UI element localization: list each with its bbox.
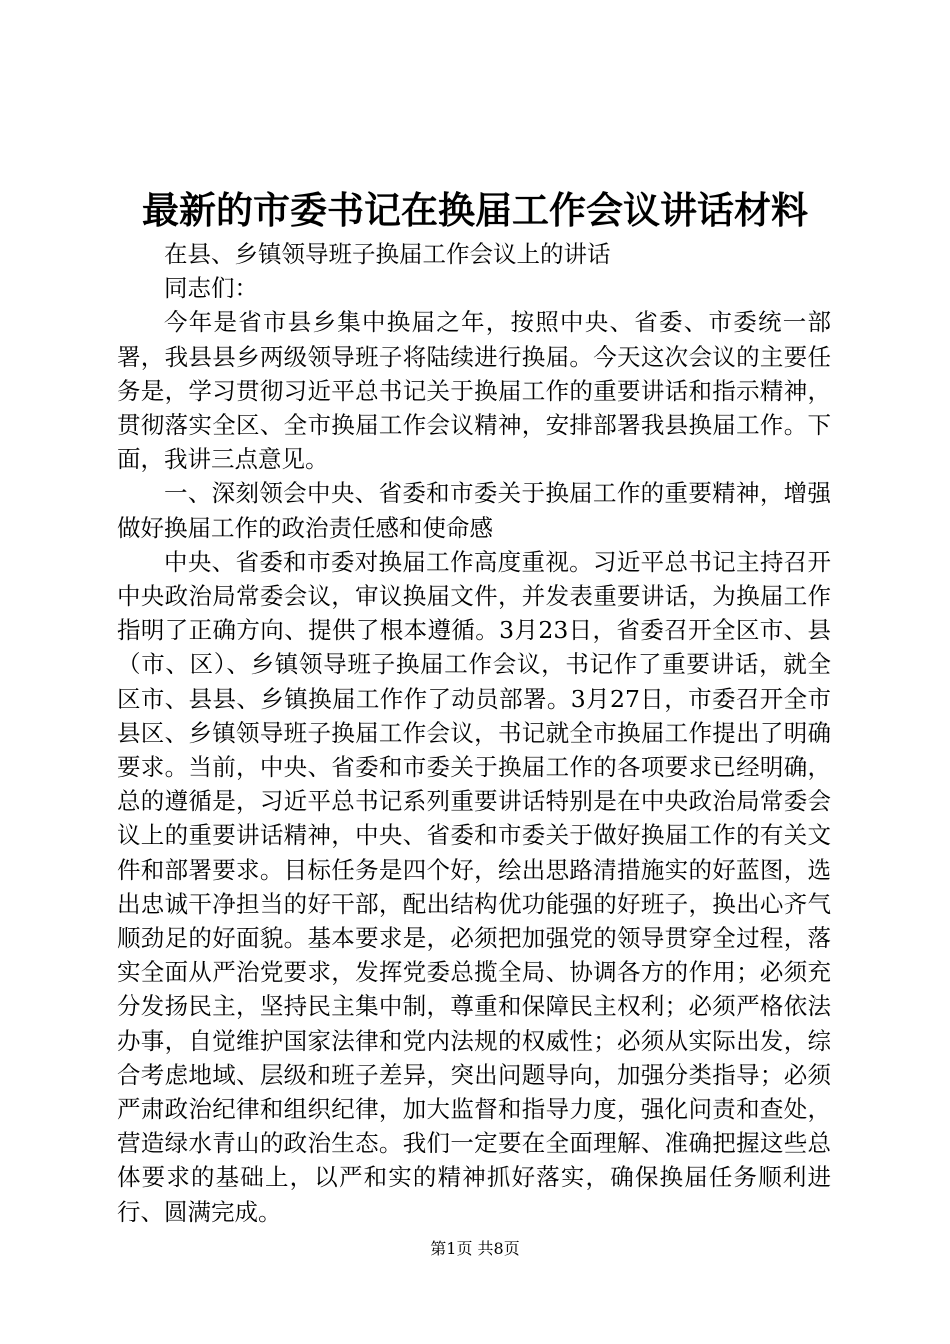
paragraph-salutation: 同志们： [164,274,258,303]
document-body [117,237,831,1229]
paragraph-heading-one: 一、深刻领会中央、省委和市委关于换届工作的重要精神，增强做好换届工作的政治责任感和使命感 [117,479,831,542]
paragraph-intro: 今年是省市县乡集中换届之年，按照中央、省委、市委统一部署，我县县乡两级领导班子将陆续进行换届。今天这次会议的主要任务是，学习贯彻习近平总书记关于换届工作的重要讲话和指示精神，贯彻落实全区、全市换届工作会议精神，安排部署我县换届工作。下面，我讲三点意见。 [117,308,831,474]
document-title: 最新的市委书记在换届工作会议讲话材料 [142,188,808,232]
paragraph-body: 中央、省委和市委对换届工作高度重视。习近平总书记主持召开中央政治局常委会议，审议换届文件，并发表重要讲话，为换届工作指明了正确方向、提供了根本遵循。3月23日，省委召开全区市、县（市、区）、乡镇领导班子换届工作会议，书记作了重要讲话，就全区市、县县、乡镇换届工作作了动员部署。3月27日，市委召开全市县区、乡镇领导班子换届工作会议，书记就全市换届工作提出了明确要求。当前，中央、省委和市委关于换届工作的各项要求已经明确，总的遵循是，习近平总书记系列重要讲话特别是在中央政治局常委会议上的重要讲话精神，中央、省委和市委关于做好换届工作的有关文件和部署要求。目标任务是四个好，绘出思路清措施实的好蓝图，选出忠诚干净担当的好干部，配出结构优功能强的好班子，换出心齐气顺劲足的好面貌。基本要求是，必须把加强党的领导贯穿全过程，落实全面从严治党要求，发挥党委总揽全局、协调各方的作用；必须充分发扬民主，坚持民主集中制，尊重和保障民主权利；必须严格依法办事，自觉维护国家法律和党内法规的权威性；必须从实际出发，综合考虑地域、层级和班子差异，突出问题导向，加强分类指导；必须严肃政治纪律和组织纪律，加大监督和指导力度，强化问责和查处，营造绿水青山的政治生态。我们一定要在全面理解、准确把握这些总体要求的基础上，以严和实的精神抓好落实，确保换届任务顺利进行、圆满完成。 [117,547,831,1226]
page-number-footer: 第1页 共8页 [430,1239,520,1258]
paragraph-subtitle: 在县、乡镇领导班子换届工作会议上的讲话 [164,240,611,268]
